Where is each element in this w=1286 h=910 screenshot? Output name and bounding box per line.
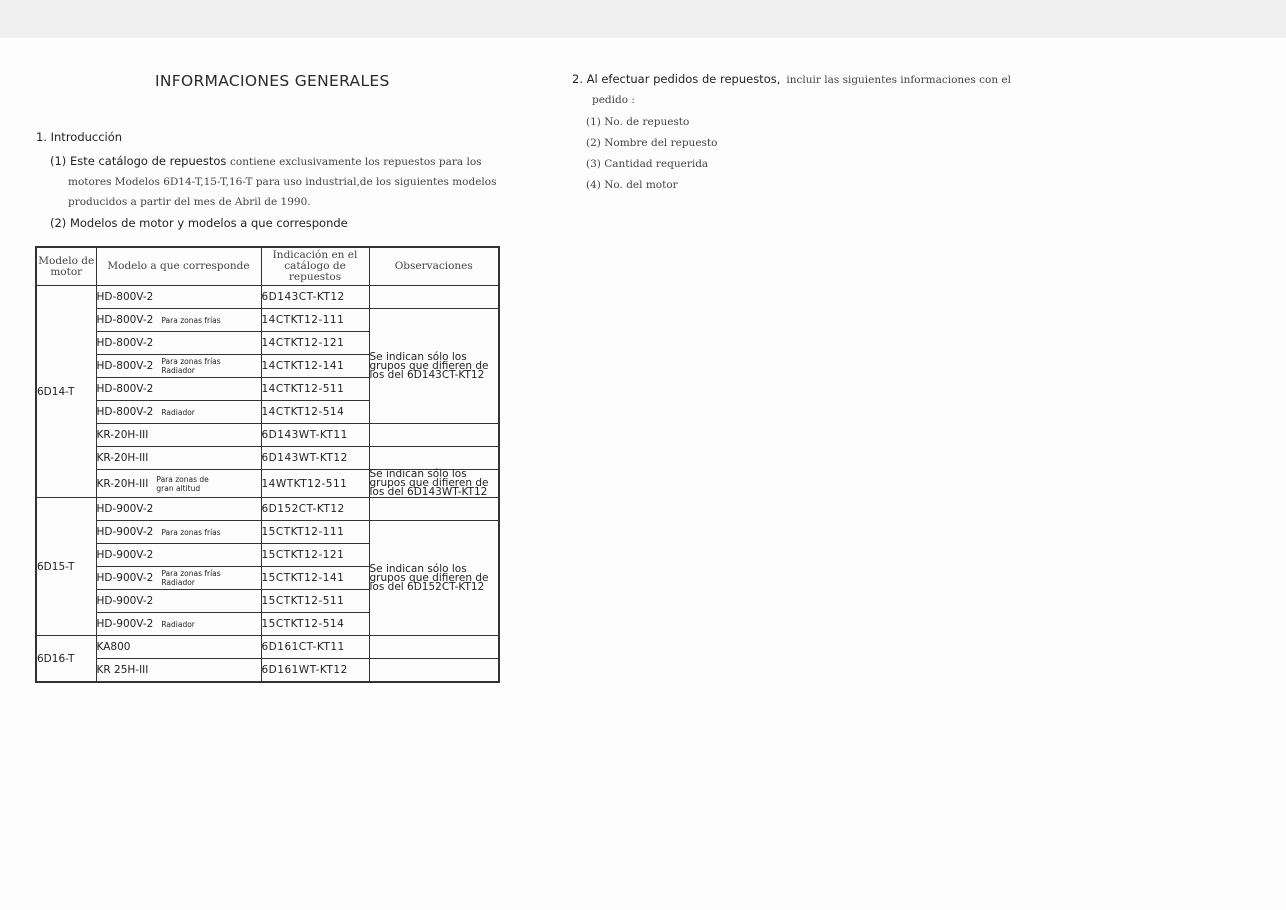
catalog-cell: 14CTKT12-121 — [261, 332, 369, 355]
model-name: HD-900V-2 — [96, 549, 154, 561]
model-cell — [96, 544, 261, 567]
catalog-cell: 15CTKT12-511 — [261, 590, 369, 613]
section1-p1-line2: motores Modelos 6D14-T,15-T,16-T para uso industrial,de los siguientes modelos — [68, 176, 497, 188]
model-cell — [96, 613, 261, 636]
model-cell — [96, 355, 261, 378]
motor-cell: 6D14-T — [36, 286, 96, 498]
model-name: HD-900V-2 — [96, 526, 154, 538]
catalog-cell: 15CTKT12-111 — [261, 521, 369, 544]
table-header-row — [36, 247, 499, 286]
observations-cell — [369, 659, 499, 683]
section2-heading-rest: incluir las siguientes informaciones con el — [786, 74, 1011, 86]
model-cell — [96, 659, 261, 683]
catalog-cell: 14CTKT12-514 — [261, 401, 369, 424]
header-model: Modelo a que corresponde — [96, 247, 261, 286]
section1-p2: (2) Modelos de motor y modelos a que corresponde — [50, 216, 348, 230]
motor-cell: 6D16-T — [36, 636, 96, 683]
header-observations: Observaciones — [369, 247, 499, 286]
section1-heading: 1. Introducción — [36, 130, 123, 144]
catalog-cell: 15CTKT12-514 — [261, 613, 369, 636]
model-note: Para zonas frías — [161, 315, 221, 325]
model-note: Radiador — [161, 619, 195, 629]
motor-cell: 6D15-T — [36, 498, 96, 636]
table-row — [36, 309, 499, 332]
catalog-cell: 6D143WT-KT12 — [261, 447, 369, 470]
model-name: KR-20H-III — [96, 452, 149, 464]
section1-p1-line3: producidos a partir del mes de Abril de 1990. — [68, 196, 311, 208]
section1-p1-rest: contiene exclusivamente los repuestos para los — [230, 156, 482, 168]
model-cell — [96, 332, 261, 355]
models-table — [35, 246, 500, 683]
catalog-cell: 14CTKT12-511 — [261, 378, 369, 401]
observations-cell — [369, 286, 499, 309]
model-name: HD-900V-2 — [96, 572, 154, 584]
model-cell — [96, 424, 261, 447]
catalog-cell: 14CTKT12-141 — [261, 355, 369, 378]
table-row — [36, 636, 499, 659]
model-name: HD-800V-2 — [96, 291, 154, 303]
model-note: Para zonas frías Radiador — [161, 357, 221, 375]
section1-p1-line1 — [50, 154, 482, 168]
model-cell — [96, 590, 261, 613]
observations-cell — [369, 636, 499, 659]
observations-cell — [369, 447, 499, 470]
table-row — [36, 659, 499, 683]
catalog-cell: 14CTKT12-111 — [261, 309, 369, 332]
model-cell — [96, 498, 261, 521]
model-name: HD-800V-2 — [96, 337, 154, 349]
model-cell — [96, 447, 261, 470]
section2-heading — [572, 72, 1011, 86]
model-cell — [96, 286, 261, 309]
observations-cell: Se indican sólo los grupos que difieren de los del 6D143WT-KT12 — [369, 470, 499, 498]
catalog-cell: 14WTKT12-511 — [261, 470, 369, 498]
catalog-cell: 6D161WT-KT12 — [261, 659, 369, 683]
section2-heading-lead: 2. Al efectuar pedidos de repuestos, — [572, 72, 781, 86]
model-cell — [96, 470, 261, 498]
model-cell — [96, 636, 261, 659]
model-cell — [96, 521, 261, 544]
page-title: INFORMACIONES GENERALES — [155, 72, 390, 90]
observations-cell — [369, 424, 499, 447]
model-name: HD-800V-2 — [96, 383, 154, 395]
catalog-cell: 6D143WT-KT11 — [261, 424, 369, 447]
model-name: KR-20H-III — [96, 429, 149, 441]
model-note: Para zonas frías Radiador — [161, 569, 221, 587]
model-name: HD-800V-2 — [96, 314, 154, 326]
table-row — [36, 286, 499, 309]
model-cell — [96, 567, 261, 590]
catalog-cell: 6D161CT-KT11 — [261, 636, 369, 659]
model-cell — [96, 401, 261, 424]
section2-item: (3) Cantidad requerida — [586, 158, 709, 170]
section2-heading-line2: pedido : — [592, 94, 635, 106]
table-row — [36, 447, 499, 470]
table-row — [36, 521, 499, 544]
model-note: Para zonas de gran altitud — [156, 474, 209, 493]
model-cell — [96, 309, 261, 332]
catalog-cell: 15CTKT12-141 — [261, 567, 369, 590]
table-row — [36, 498, 499, 521]
section2-item: (1) No. de repuesto — [586, 116, 690, 128]
model-name: HD-800V-2 — [96, 360, 154, 372]
section2-item: (4) No. del motor — [586, 179, 678, 191]
model-cell — [96, 378, 261, 401]
catalog-cell: 6D152CT-KT12 — [261, 498, 369, 521]
model-note: Radiador — [161, 407, 195, 417]
model-name: KR 25H-III — [96, 664, 149, 676]
catalog-cell: 6D143CT-KT12 — [261, 286, 369, 309]
header-motor: Modelo de motor — [36, 247, 96, 286]
model-name: HD-900V-2 — [96, 618, 154, 630]
table-row — [36, 470, 499, 498]
observations-cell — [369, 498, 499, 521]
model-name: HD-900V-2 — [96, 595, 154, 607]
model-note: Para zonas frías — [161, 527, 221, 537]
model-name: KA800 — [96, 641, 131, 653]
model-name: HD-800V-2 — [96, 406, 154, 418]
model-name: KR-20H-III — [96, 477, 149, 490]
scan-top-band — [0, 0, 1286, 38]
section1-p1-lead: (1) Este catálogo de repuestos — [50, 154, 227, 168]
observations-cell: Se indican sólo los grupos que difieren de los del 6D152CT-KT12 — [369, 521, 499, 636]
model-name: HD-900V-2 — [96, 503, 154, 515]
observations-cell: Se indican sólo los grupos que difieren de los del 6D143CT-KT12 — [369, 309, 499, 424]
section2-item: (2) Nombre del repuesto — [586, 137, 718, 149]
header-catalog: Indicación en el catálogo de repuestos — [261, 247, 369, 286]
table-row — [36, 424, 499, 447]
catalog-cell: 15CTKT12-121 — [261, 544, 369, 567]
